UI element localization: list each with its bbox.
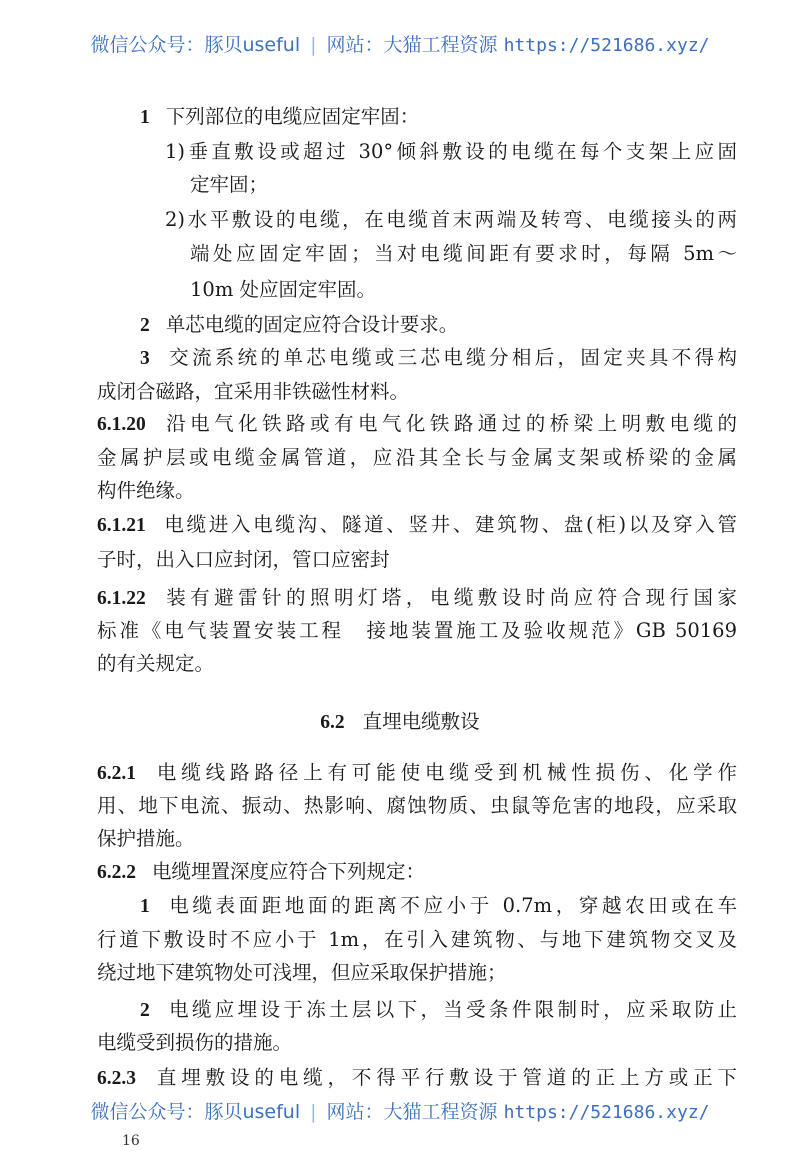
clause-number: 2 bbox=[140, 1000, 150, 1021]
line-text: 交流系统的单芯电缆或三芯电缆分相后，固定夹具不得构 bbox=[165, 346, 737, 369]
text-line bbox=[97, 928, 737, 952]
line-text: 装有避雷针的照明灯塔，电缆敷设时尚应符合现行国家 bbox=[161, 586, 737, 609]
line-text: 用、地下电流、振动、热影响、腐蚀物质、虫鼠等危害的地段，应采取 bbox=[97, 794, 737, 817]
clause-line bbox=[140, 998, 737, 1022]
line-text: 的有关规定。 bbox=[97, 652, 215, 675]
clause-number: 3 bbox=[140, 348, 150, 369]
clause-line bbox=[140, 105, 419, 130]
watermark-account: 微信公众号：豚贝useful bbox=[90, 1101, 301, 1123]
clause-line bbox=[97, 860, 425, 885]
clause-line bbox=[97, 1066, 737, 1090]
text-line bbox=[97, 961, 507, 985]
line-text: 端处应固定牢固；当对电缆间距有要求时，每隔 5m～ bbox=[190, 242, 737, 265]
clause-number: 1 bbox=[140, 107, 150, 128]
clause-line bbox=[97, 586, 737, 610]
text-line bbox=[97, 827, 195, 851]
line-text: 1)垂直敷设或超过 30°倾斜敷设的电缆在每个支架上应固 bbox=[165, 140, 737, 163]
watermark-divider: | bbox=[310, 34, 317, 56]
clause-line bbox=[97, 761, 737, 785]
watermark-top bbox=[0, 33, 800, 57]
line-text: 电缆进入电缆沟、隧道、竖井、建筑物、盘(柜)以及穿入管 bbox=[161, 513, 737, 536]
watermark-url[interactable]: https://521686.xyz/ bbox=[503, 35, 710, 56]
text-line bbox=[97, 619, 737, 643]
watermark-url[interactable]: https://521686.xyz/ bbox=[503, 1102, 710, 1123]
section-title: 直埋电缆敷设 bbox=[362, 710, 480, 733]
line-text: 金属护层或电缆金属管道，应沿其全长与金属支架或桥梁的金属 bbox=[97, 446, 737, 469]
clause-line bbox=[140, 313, 458, 338]
clause-number: 6.1.21 bbox=[97, 515, 146, 536]
line-text: 电缆应埋设于冻土层以下，当受条件限制时，应采取防止 bbox=[165, 998, 737, 1021]
clause-line bbox=[97, 513, 737, 537]
text-line bbox=[97, 380, 409, 404]
clause-line bbox=[140, 346, 737, 370]
text-line bbox=[97, 479, 195, 503]
clause-number: 6.1.22 bbox=[97, 588, 146, 609]
line-text: 电缆埋置深度应符合下列规定： bbox=[152, 860, 426, 883]
clause-number: 2 bbox=[140, 315, 150, 336]
watermark-divider: | bbox=[310, 1101, 317, 1123]
text-line bbox=[165, 208, 737, 232]
line-text: 电缆表面距地面的距离不应小于 0.7m，穿越农田或在车 bbox=[165, 894, 737, 917]
text-line bbox=[97, 794, 737, 818]
text-line bbox=[97, 446, 737, 470]
line-text: 定牢固； bbox=[190, 173, 269, 196]
page-number: 16 bbox=[122, 1133, 140, 1149]
line-text: 10m 处应固定牢固。 bbox=[190, 278, 377, 301]
line-text: 标准《电气装置安装工程 接地装置施工及验收规范》GB 50169 bbox=[97, 619, 737, 642]
text-line bbox=[190, 173, 268, 197]
line-text: 保护措施。 bbox=[97, 827, 195, 850]
line-text: 2)水平敷设的电缆，在电缆首末两端及转弯、电缆接头的两 bbox=[165, 208, 737, 231]
text-line bbox=[97, 1031, 292, 1055]
line-text: 成闭合磁路，宜采用非铁磁性材料。 bbox=[97, 380, 410, 403]
text-line bbox=[97, 652, 214, 676]
line-text: 电缆受到损伤的措施。 bbox=[97, 1031, 293, 1054]
watermark-account: 微信公众号：豚贝useful bbox=[90, 34, 301, 56]
section-heading bbox=[0, 706, 800, 734]
line-text: 行道下敷设时不应小于 1m，在引入建筑物、与地下建筑物交叉及 bbox=[97, 928, 737, 951]
section-number: 6.2 bbox=[320, 712, 345, 733]
clause-line bbox=[140, 894, 737, 918]
line-text: 电缆线路路径上有可能使电缆受到机械性损伤、化学作 bbox=[152, 761, 737, 784]
text-line bbox=[97, 548, 390, 572]
line-text: 构件绝缘。 bbox=[97, 479, 195, 502]
watermark-bottom bbox=[0, 1100, 800, 1124]
text-line bbox=[190, 278, 376, 302]
watermark-site: 网站：大猫工程资源 bbox=[326, 1101, 498, 1123]
clause-line bbox=[97, 412, 737, 436]
line-text: 单芯电缆的固定应符合设计要求。 bbox=[165, 313, 459, 336]
line-text: 沿电气化铁路或有电气化铁路通过的桥梁上明敷电缆的 bbox=[161, 412, 737, 435]
text-line bbox=[165, 140, 737, 164]
line-text: 下列部位的电缆应固定牢固： bbox=[165, 105, 420, 128]
watermark-site: 网站：大猫工程资源 bbox=[326, 34, 498, 56]
text-line bbox=[190, 242, 737, 266]
clause-number: 6.1.20 bbox=[97, 414, 146, 435]
line-text: 直埋敷设的电缆，不得平行敷设于管道的正上方或正下 bbox=[152, 1066, 737, 1089]
clause-number: 6.2.1 bbox=[97, 763, 136, 784]
clause-number: 6.2.3 bbox=[97, 1068, 136, 1089]
clause-number: 1 bbox=[140, 896, 150, 917]
clause-number: 6.2.2 bbox=[97, 862, 136, 883]
line-text: 绕过地下建筑物处可浅埋，但应采取保护措施； bbox=[97, 961, 507, 984]
line-text: 子时，出入口应封闭，管口应密封 bbox=[97, 548, 390, 571]
